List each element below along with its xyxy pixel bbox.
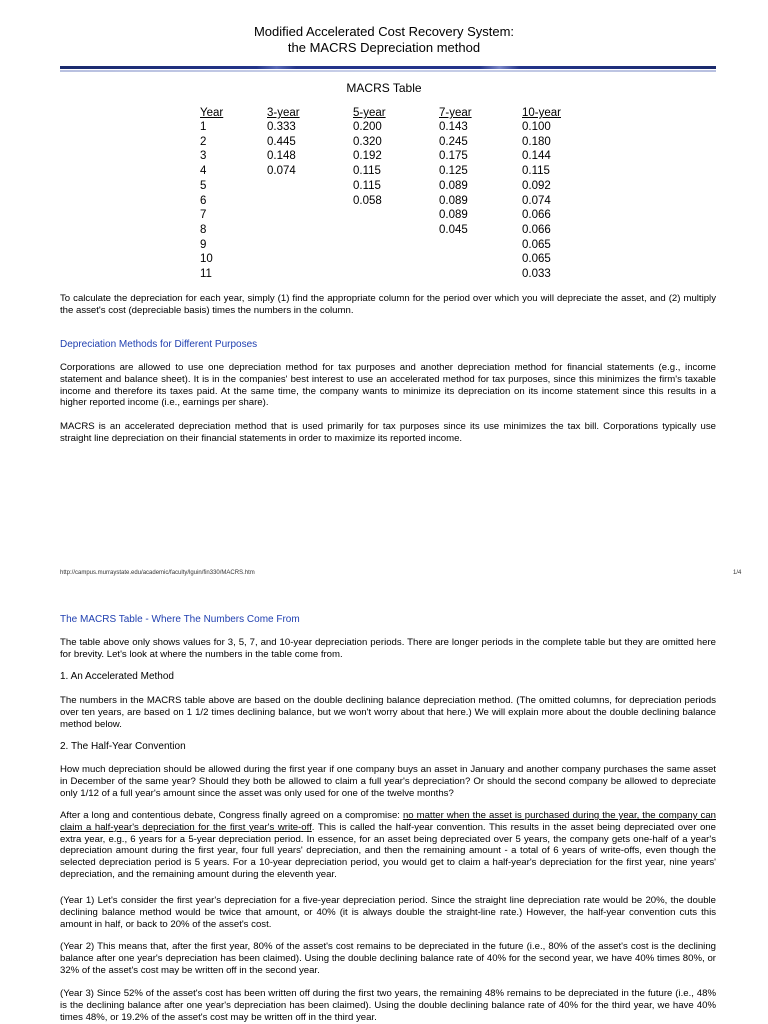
- table-cell: 0.100: [522, 121, 551, 133]
- table-row: [200, 179, 582, 194]
- table-cell: 0.148: [267, 150, 296, 163]
- table-cell: 0.245: [439, 135, 468, 148]
- table-cell: 8: [200, 223, 207, 236]
- numbers-paragraph: The table above only shows values for 3, 5, 7, and 10-year depreciation periods. There are longer periods in the complete table but they are omitted here for brevity. Let's look at where the numbers in the table come from.: [60, 637, 716, 660]
- table-cell: 0.092: [522, 179, 551, 192]
- table-cell: 0.089: [439, 179, 468, 192]
- table-row: [200, 135, 582, 150]
- methods-paragraph-1: Corporations are allowed to use one depreciation method for tax purposes and another depreciation method for financial statements (e.g., income statement and balance sheet). It is in the companies' best interest to use an accelerated method for tax purposes, since this minimizes the firm's taxable income and therefore its taxes paid. At the same time, the company wants to minimize its depreciation on its income statement since this results in a higher reported income (i.e., earnings per share).: [60, 362, 716, 409]
- table-cell: 0.089: [439, 209, 468, 222]
- column-header-year: Year: [200, 107, 224, 119]
- table-cell: 0.066: [522, 223, 551, 236]
- table-cell: 0.089: [439, 194, 468, 207]
- table-cell: [353, 223, 439, 238]
- year-1-paragraph: (Year 1) Let's consider the first year's depreciation for a five-year depreciation period. Since the straight line depreciation rate would be 20%, the double declining balance method would be twice that amount, or 40% (it is always double the straight-line rate.) However, the half-year convention cuts this amount in half, or back to 20% of the asset's cost.: [60, 895, 716, 930]
- table-cell: 0.125: [439, 165, 468, 178]
- table-row: [200, 252, 582, 267]
- table-row: [200, 194, 582, 209]
- table-cell: 11: [200, 268, 212, 281]
- year-3-paragraph: (Year 3) Since 52% of the asset's cost has been written off during the first two years, the remaining 48% remains to be depreciated in the future (i.e., 48% is the declining balance after one year's depreciation has been claimed). Using the double declining balance rate of 40% for the third year, we have 40% times 48%, or 19.2% of the asset's cost may be written off in the third year.: [60, 988, 716, 1023]
- half-year-paragraph-2-lead: After a long and contentious debate, Congress finally agreed on a compromise:: [60, 810, 403, 821]
- table-cell: 0.143: [439, 121, 468, 133]
- table-cell: [439, 267, 522, 282]
- column-header-5-year: 5-year: [353, 107, 386, 119]
- table-cell: 0.045: [439, 223, 468, 236]
- footer-page-number: 1/4: [733, 570, 742, 576]
- table-cell: 0.115: [522, 165, 550, 178]
- table-cell: [353, 252, 439, 267]
- table-cell: [439, 238, 522, 253]
- column-header-7-year: 7-year: [439, 107, 472, 119]
- table-cell: 6: [200, 194, 207, 207]
- macrs-table: [200, 106, 582, 282]
- table-row: [200, 267, 582, 282]
- year-2-paragraph: (Year 2) This means that, after the first year, 80% of the asset's cost remains to be depreciated in the future (i.e., 80% of the asset's cost is the declining balance after one year's depreciation has been claimed). Using the double declining balance rate of 40% for the second year, we have 40% times 80%, or 32% of the asset's cost may be written off in the second year.: [60, 941, 716, 976]
- table-cell: 2: [200, 135, 207, 148]
- table-cell: [267, 238, 353, 253]
- table-cell: 0.180: [522, 135, 551, 148]
- half-year-paragraph-2-rest: . This is called the half-year convention. This results in the asset being depreciated over one extra year, e.g., 6 years for a 5-year depreciation period. In essence, for an asset being depreciated over 5 years, the company gets one-half of a year's depreciation amount during the first year, four full years' depreciation, and then the remaining amount - a total of 6 years of write-offs, even though the selected depreciation period is 5 years. For a 10-year depreciation period, you would get to claim a half-year's depreciation for the first year, nine years' depreciation, and the remaining amount during the eleventh year.: [60, 821, 716, 880]
- table-cell: 0.200: [353, 121, 382, 133]
- numbers-heading: The MACRS Table - Where The Numbers Come From: [60, 614, 300, 625]
- table-cell: 0.066: [522, 209, 551, 222]
- half-year-paragraph-2: [60, 810, 716, 881]
- table-cell: 4: [200, 165, 207, 178]
- table-cell: 0.074: [267, 165, 296, 178]
- table-cell: [267, 194, 353, 209]
- table-cell: [353, 208, 439, 223]
- table-cell: 0.320: [353, 135, 382, 148]
- table-cell: 0.445: [267, 135, 296, 148]
- table-row: [200, 223, 582, 238]
- macrs-table-header-row: [200, 106, 582, 120]
- table-cell: 1: [200, 121, 207, 133]
- table-cell: 3: [200, 150, 207, 163]
- intro-paragraph: To calculate the depreciation for each year, simply (1) find the appropriate column for the period over which you will depreciate the asset, and (2) multiply the asset's cost (depreciable basis) times the numbers in the column.: [60, 293, 716, 316]
- table-cell: [267, 252, 353, 267]
- table-cell: 0.115: [353, 165, 381, 178]
- table-cell: 5: [200, 179, 207, 192]
- accelerated-method-paragraph: The numbers in the MACRS table above are based on the double declining balance depreciation method. (The omitted columns, for depreciation periods over ten years, are based on 1 1/2 times declining balance, but we won't worry about that here.) We will explain more about the double declining balance method below.: [60, 695, 716, 730]
- table-cell: 7: [200, 209, 207, 222]
- table-cell: 9: [200, 238, 207, 251]
- table-row: [200, 238, 582, 253]
- page-title-line-1: Modified Accelerated Cost Recovery System:: [253, 24, 515, 39]
- column-header-3-year: 3-year: [267, 107, 300, 119]
- table-cell: 0.033: [522, 268, 551, 281]
- table-cell: [353, 238, 439, 253]
- table-cell: 0.065: [522, 253, 551, 266]
- column-header-10-year: 10-year: [522, 107, 561, 119]
- table-cell: [267, 267, 353, 282]
- table-cell: [353, 267, 439, 282]
- table-cell: 0.074: [522, 194, 551, 207]
- table-cell: 0.333: [267, 121, 296, 133]
- footer-url: http://campus.murraystate.edu/academic/faculty/lguin/fin330/MACRS.htm: [60, 570, 255, 576]
- page-title-line-2: the MACRS Depreciation method: [287, 40, 481, 55]
- half-year-heading: 2. The Half-Year Convention: [60, 741, 186, 752]
- table-cell: 0.058: [353, 194, 382, 207]
- table-row: [200, 164, 582, 179]
- table-cell: [267, 179, 353, 194]
- half-year-rule-underlined: no matter when the asset is purchased during the year, the company can claim a half-year's depreciation for the first year's write-off: [60, 810, 716, 833]
- table-cell: 0.144: [522, 150, 551, 163]
- accelerated-method-heading: 1. An Accelerated Method: [60, 671, 174, 682]
- methods-paragraph-2: MACRS is an accelerated depreciation method that is used primarily for tax purposes since its use minimizes the tax bill. Corporations typically use straight line depreciation on their financial statements in order to maximize its reported income.: [60, 421, 716, 444]
- table-cell: 10: [200, 253, 213, 266]
- table-cell: 0.065: [522, 238, 551, 251]
- header-divider: [60, 66, 716, 69]
- table-cell: 0.115: [353, 179, 381, 192]
- table-cell: 0.175: [439, 150, 468, 163]
- macrs-table-title: MACRS Table: [346, 81, 422, 95]
- table-cell: 0.192: [353, 150, 382, 163]
- table-cell: [267, 208, 353, 223]
- table-row: [200, 149, 582, 164]
- methods-heading: Depreciation Methods for Different Purposes: [60, 339, 258, 350]
- header-divider-shadow: [60, 70, 716, 72]
- table-row: [200, 208, 582, 223]
- table-row: [200, 120, 582, 135]
- table-cell: [439, 252, 522, 267]
- half-year-paragraph-1: How much depreciation should be allowed during the first year if one company buys an asset in January and another company purchases the same asset in December of the same year? Should they both be allowed to claim a full year's depreciation? Or should the second company be allowed to depreciate only 1/12 of a full year's amount since the asset was only used for one of the twelve months?: [60, 764, 716, 799]
- table-cell: [267, 223, 353, 238]
